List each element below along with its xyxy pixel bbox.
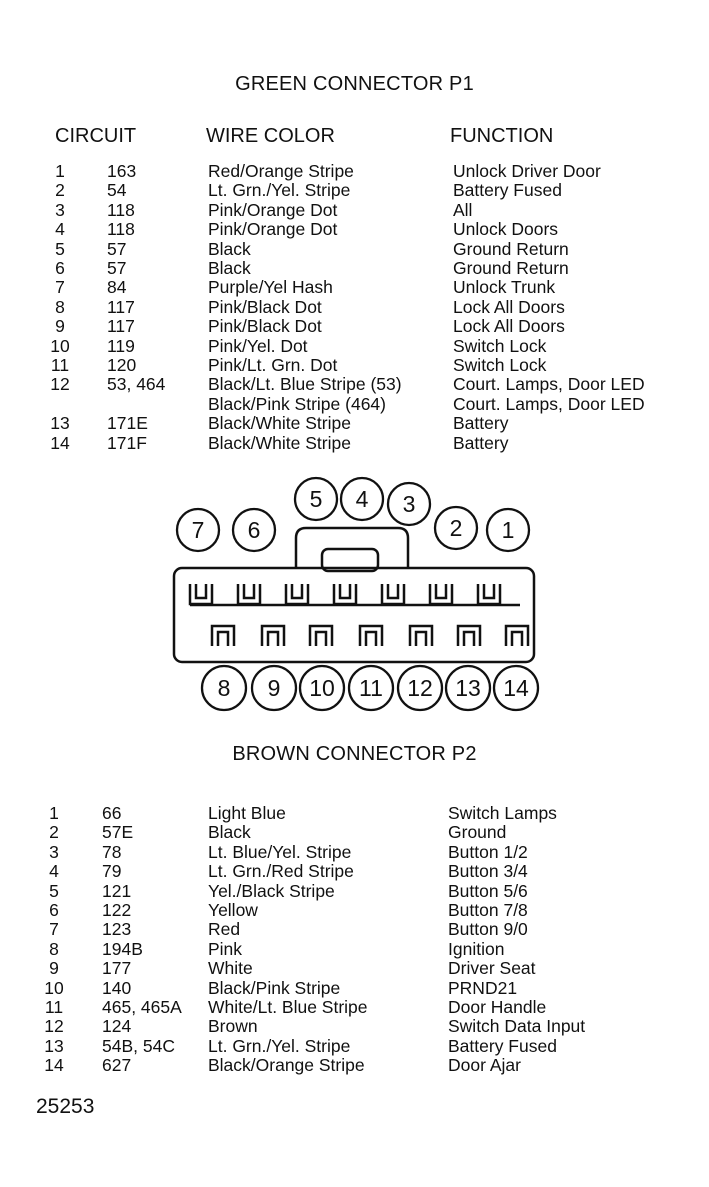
function: Button 9/0	[448, 919, 528, 940]
wire-color: Pink/Orange Dot	[208, 199, 338, 220]
pin-number-circle	[341, 478, 383, 520]
pin-number-circle	[435, 507, 477, 549]
circuit-number: 171F	[107, 432, 147, 453]
pin-number-label: 5	[309, 486, 323, 512]
pin-number-circle	[398, 666, 442, 710]
pin-number: 3	[49, 841, 59, 862]
wire-color: Black/Pink Stripe (464)	[208, 393, 386, 414]
pin-number-label: 9	[267, 675, 281, 701]
table-row	[0, 862, 709, 882]
circuit-number: 66	[102, 803, 122, 823]
circuit-number: 121	[102, 880, 132, 901]
wire-color: Red/Orange Stripe	[208, 161, 354, 181]
pin-number-label: 1	[501, 517, 515, 543]
wire-color: Black/White Stripe	[208, 432, 351, 453]
pin-number: 9	[55, 316, 65, 337]
function: Battery Fused	[453, 180, 562, 201]
pin-number-circle	[446, 666, 490, 710]
pin-terminal	[506, 626, 528, 646]
function: Switch Lock	[453, 335, 547, 356]
pin-terminal	[334, 584, 356, 604]
pin-number: 8	[49, 938, 59, 959]
pin-terminal	[190, 584, 212, 604]
function: Unlock Driver Door	[453, 161, 601, 181]
wire-color: Pink/Black Dot	[208, 296, 322, 317]
pin-number-label: 8	[217, 675, 231, 701]
pin-terminal	[262, 626, 284, 646]
pin-number: 11	[44, 997, 64, 1017]
pin-number: 13	[44, 1035, 64, 1056]
pin-terminal	[478, 584, 500, 604]
pin-number: 1	[49, 803, 59, 823]
pin-number: 6	[55, 258, 65, 278]
circuit-number: 79	[102, 861, 122, 882]
wire-color: White/Lt. Blue Stripe	[208, 997, 368, 1017]
pin-number-circle	[487, 509, 529, 551]
circuit-number: 627	[102, 1055, 132, 1076]
pin-number: 6	[49, 900, 59, 920]
table-row	[0, 804, 709, 824]
wire-color: Purple/Yel Hash	[208, 277, 333, 298]
wire-color: Pink/Black Dot	[208, 316, 322, 337]
function: Button 7/8	[448, 900, 528, 920]
pin-number-label: 2	[449, 515, 463, 541]
pin-number: 10	[44, 977, 64, 998]
pin-number: 12	[44, 1016, 64, 1037]
function-header: FUNCTION	[450, 125, 554, 147]
function: Ground	[448, 822, 507, 843]
pin-number: 7	[55, 277, 65, 298]
wire-color: Black	[208, 822, 251, 843]
wire-color: Red	[208, 919, 241, 940]
wire-color: Pink/Orange Dot	[208, 219, 338, 240]
pin-number: 4	[49, 861, 59, 882]
pin-number: 2	[55, 180, 65, 201]
pin-number-circle	[388, 483, 430, 525]
circuit-number: 84	[107, 277, 127, 298]
connector-housing	[174, 568, 534, 662]
circuit-number: 465, 465A	[102, 997, 182, 1017]
function: Ground Return	[453, 238, 569, 259]
pin-terminal	[310, 626, 332, 646]
table-row	[0, 1056, 709, 1076]
pin-number-label: 3	[402, 491, 416, 517]
pin-number-label: 4	[355, 486, 369, 512]
pin-number: 3	[55, 199, 65, 220]
wire-color: Black/Orange Stripe	[208, 1055, 365, 1076]
function: Button 5/6	[448, 880, 528, 901]
pin-number: 5	[49, 880, 59, 901]
pin-terminal	[382, 584, 404, 604]
pin-number-label: 7	[191, 517, 205, 543]
wire-color: Light Blue	[208, 803, 286, 823]
function: Ground Return	[453, 258, 569, 278]
circuit-number: 57	[107, 258, 127, 278]
function: Battery Fused	[448, 1035, 557, 1056]
pin-terminal	[238, 584, 260, 604]
bottom-terminal-row	[212, 626, 528, 646]
circuit-number: 117	[107, 316, 135, 337]
wire-color-header: WIRE COLOR	[206, 125, 335, 147]
pin-number: 5	[55, 238, 65, 259]
circuit-number: 53, 464	[107, 374, 166, 395]
circuit-number: 123	[102, 919, 132, 940]
table-row	[0, 823, 709, 843]
function: Door Handle	[448, 997, 547, 1017]
function: Lock All Doors	[453, 316, 565, 337]
circuit-number: 78	[102, 841, 122, 862]
table-row	[0, 940, 709, 960]
wire-color: Yellow	[208, 900, 258, 920]
circuit-number: 124	[102, 1016, 132, 1037]
top-terminal-row	[190, 584, 500, 604]
pin-number-label: 12	[407, 675, 433, 701]
table-row	[0, 843, 709, 863]
circuit-number: 171E	[107, 413, 148, 434]
wire-color: Lt. Blue/Yel. Stripe	[208, 841, 352, 862]
wire-color: Black	[208, 258, 251, 278]
function: Button 1/2	[448, 841, 528, 862]
function: Court. Lamps, Door LED	[453, 374, 645, 395]
function: Driver Seat	[448, 958, 536, 979]
pin-number: 4	[55, 219, 65, 240]
circuit-number: 194B	[102, 938, 143, 959]
function: Court. Lamps, Door LED	[453, 393, 645, 414]
wire-color: Brown	[208, 1016, 258, 1037]
pin-number-label: 13	[455, 675, 481, 701]
table-row	[0, 1037, 709, 1057]
pin-number: 13	[50, 413, 70, 434]
circuit-number: 54	[107, 180, 127, 201]
pin-number-label: 11	[359, 675, 383, 701]
pin-number: 9	[49, 958, 59, 979]
function: Switch Data Input	[448, 1016, 586, 1037]
pin-terminal	[430, 584, 452, 604]
pin-number: 2	[49, 822, 59, 843]
function: Ignition	[448, 938, 505, 959]
green-connector-title: GREEN CONNECTOR P1	[235, 73, 474, 95]
pin-terminal	[360, 626, 382, 646]
function: PRND21	[448, 977, 518, 998]
function: Unlock Doors	[453, 219, 559, 240]
wire-color: Black	[208, 238, 251, 259]
circuit-number: 54B, 54C	[102, 1035, 175, 1056]
wire-color: Pink	[208, 938, 243, 959]
table-row	[0, 979, 709, 999]
circuit-number: 163	[107, 161, 137, 181]
wire-color: Yel./Black Stripe	[208, 880, 335, 901]
circuit-number: 117	[107, 296, 135, 317]
function: Unlock Trunk	[453, 277, 556, 298]
function: Switch Lock	[453, 355, 547, 375]
table-row	[0, 998, 709, 1018]
function: All	[453, 199, 473, 220]
circuit-number: 57E	[102, 822, 134, 843]
pin-number: 10	[50, 335, 70, 356]
function: Battery	[453, 432, 509, 453]
circuit-number: 140	[102, 977, 132, 998]
pin-terminal	[286, 584, 308, 604]
table-row	[0, 882, 709, 902]
wire-color: Pink/Yel. Dot	[208, 335, 308, 356]
pin-number-label: 10	[309, 675, 335, 701]
circuit-number: 118	[107, 199, 135, 220]
circuit-number: 177	[102, 958, 132, 979]
pin-number: 1	[55, 161, 65, 181]
function: Battery	[453, 413, 509, 434]
pin-number-circle	[233, 509, 275, 551]
pin-number: 12	[50, 374, 70, 395]
circuit-number: 57	[107, 238, 127, 259]
pin-number-circle	[300, 666, 344, 710]
table-row	[0, 959, 709, 979]
figure-id: 25253	[36, 1095, 95, 1118]
wire-color: Lt. Grn./Red Stripe	[208, 861, 354, 882]
wire-color: Pink/Lt. Grn. Dot	[208, 355, 338, 375]
circuit-number: 120	[107, 355, 137, 375]
pin-number-label: 14	[503, 675, 529, 701]
pin-number: 7	[49, 919, 59, 940]
pin-number-circle	[295, 478, 337, 520]
wire-color: Black/Pink Stripe	[208, 977, 341, 998]
pin-number-label: 6	[247, 517, 261, 543]
wire-color: Lt. Grn./Yel. Stripe	[208, 180, 351, 201]
pin-number: 14	[50, 432, 70, 453]
wire-color: Black/Lt. Blue Stripe (53)	[208, 374, 402, 395]
function: Door Ajar	[448, 1055, 521, 1076]
pin-number-circle	[177, 509, 219, 551]
pin-terminal	[212, 626, 234, 646]
pin-number-circle	[349, 666, 393, 710]
wire-color: Lt. Grn./Yel. Stripe	[208, 1035, 351, 1056]
wire-color: Black/White Stripe	[208, 413, 351, 434]
pin-number: 11	[50, 355, 70, 375]
function: Switch Lamps	[448, 803, 557, 823]
circuit-number: 122	[102, 900, 132, 920]
brown-connector-title: BROWN CONNECTOR P2	[232, 743, 477, 765]
function: Lock All Doors	[453, 296, 565, 317]
pin-terminal	[458, 626, 480, 646]
table-row	[0, 901, 709, 921]
pin-number-circle	[494, 666, 538, 710]
circuit-header: CIRCUIT	[55, 125, 137, 147]
pin-number-circle	[202, 666, 246, 710]
function: Button 3/4	[448, 861, 528, 882]
table-row	[0, 1017, 709, 1037]
wire-color: White	[208, 958, 253, 979]
pin-number: 14	[44, 1055, 64, 1076]
circuit-number: 118	[107, 219, 135, 240]
pin-number: 8	[55, 296, 65, 317]
table-row	[0, 920, 709, 940]
pin-number-circle	[252, 666, 296, 710]
pin-terminal	[410, 626, 432, 646]
circuit-number: 119	[107, 335, 135, 356]
